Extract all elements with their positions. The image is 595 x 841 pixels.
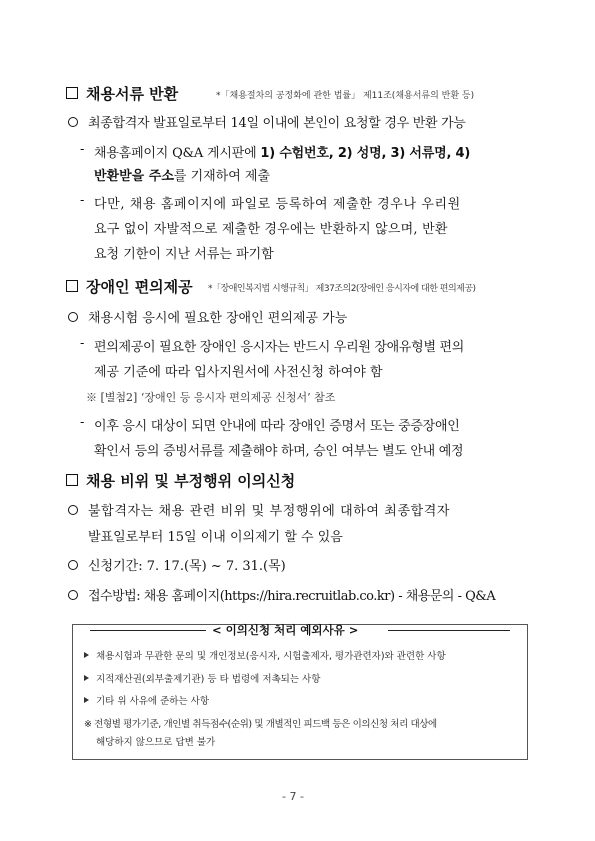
disability-reference: ※ [별첨2] ‘장애인 등 응시자 편의제공 신청서’ 참조 — [86, 391, 336, 404]
return-dash1-bold2: 반환받을 주소 — [94, 169, 174, 184]
disability-dash2-line2: 확인서 등의 증빙서류를 제출해야 하며, 승인 여부는 별도 안내 예정 — [94, 444, 464, 459]
page-number: - 7 - — [282, 790, 304, 803]
section-note-disability: *「장애인복지법 시행규칙」 제37조의2(장애인 응시자에 대한 편의제공) — [208, 284, 476, 294]
section-checkbox-icon — [66, 280, 78, 292]
objection-bullet1-line2: 발표일로부터 15일 이내 이의제기 할 수 있음 — [88, 530, 343, 545]
return-dash2-line2: 요구 없이 자발적으로 제출한 경우에는 반환하지 않으며, 반환 — [94, 222, 448, 237]
exceptions-note-line2: 해당하지 않으므로 답변 불가 — [96, 737, 216, 748]
exception-item-3: 기타 위 사유에 준하는 사항 — [96, 696, 210, 707]
bullet-circle-icon — [68, 117, 78, 127]
title-line-left — [90, 630, 206, 631]
dash-marker: - — [80, 193, 85, 208]
disability-dash2-line1: 이후 응시 대상이 되면 안내에 따라 장애인 증명서 또는 중증장애인 — [94, 419, 460, 434]
return-bullet: 최종합격자 발표일로부터 14일 이내에 본인이 요청할 경우 반환 가능 — [88, 116, 466, 131]
return-dash1-line1 — [94, 142, 470, 161]
section-title-disability: 장애인 편의제공 — [86, 278, 193, 296]
triangle-bullet-icon — [84, 675, 89, 681]
title-line-right — [388, 630, 510, 631]
return-dash1-suffix: 를 기재하여 제출 — [173, 169, 271, 184]
triangle-bullet-icon — [84, 697, 89, 703]
section-checkbox-icon — [66, 87, 78, 99]
dash-marker: - — [80, 415, 85, 430]
objection-bullet1-line1: 불합격자는 채용 관련 비위 및 부정행위에 대하여 최종합격자 — [88, 504, 451, 519]
return-dash1-prefix: 채용홈페이지 Q&A 게시판에 — [94, 146, 261, 161]
objection-bullet3: 접수방법: 채용 홈페이지(https://hira.recruitlab.co.kr) - 채용문의 - Q&A — [88, 589, 496, 604]
exceptions-note-line1: ※ 전형별 평가기준, 개인별 취득점수(순위) 및 개별적인 피드백 등은 이의신청 처리 대상에 — [84, 719, 437, 730]
disability-bullet: 채용시험 응시에 필요한 장애인 편의제공 가능 — [88, 311, 348, 326]
section-note-return: *「채용절차의 공정화에 관한 법률」 제11조(채용서류의 반환 등) — [216, 91, 475, 101]
return-dash2-line3: 요청 기한이 지난 서류는 파기함 — [94, 247, 274, 262]
exceptions-title: < 이의신청 처리 예외사유 > — [212, 623, 359, 637]
exception-item-2: 지적재산권(외부출제기관) 등 타 법령에 저촉되는 사항 — [96, 674, 321, 685]
bullet-circle-icon — [68, 560, 78, 570]
bullet-circle-icon — [68, 505, 78, 515]
section-title-return: 채용서류 반환 — [86, 85, 179, 103]
return-dash2-line1: 다만, 채용 홈페이지에 파일로 등록하여 제출한 경우나 우리원 — [94, 197, 461, 212]
section-title-objection: 채용 비위 및 부정행위 이의신청 — [86, 472, 296, 490]
section-checkbox-icon — [66, 474, 78, 486]
dash-marker: - — [80, 142, 85, 157]
return-dash1-bold1: 1) 수험번호, 2) 성명, 3) 서류명, 4) — [260, 146, 471, 161]
disability-dash1-line2: 제공 기준에 따라 입사지원서에 사전신청 하여야 함 — [94, 365, 383, 380]
dash-marker: - — [80, 336, 85, 351]
bullet-circle-icon — [68, 590, 78, 600]
return-dash1-line2 — [94, 165, 270, 184]
exception-item-1: 채용시험과 무관한 문의 및 개인정보(응시자, 시험출제자, 평가관련자)와 관련한 사항 — [96, 651, 446, 662]
bullet-circle-icon — [68, 312, 78, 322]
triangle-bullet-icon — [84, 652, 89, 658]
disability-dash1-line1: 편의제공이 필요한 장애인 응시자는 반드시 우리원 장애유형별 편의 — [94, 340, 465, 355]
objection-bullet2: 신청기간: 7. 17.(목) ~ 7. 31.(목) — [88, 559, 286, 574]
